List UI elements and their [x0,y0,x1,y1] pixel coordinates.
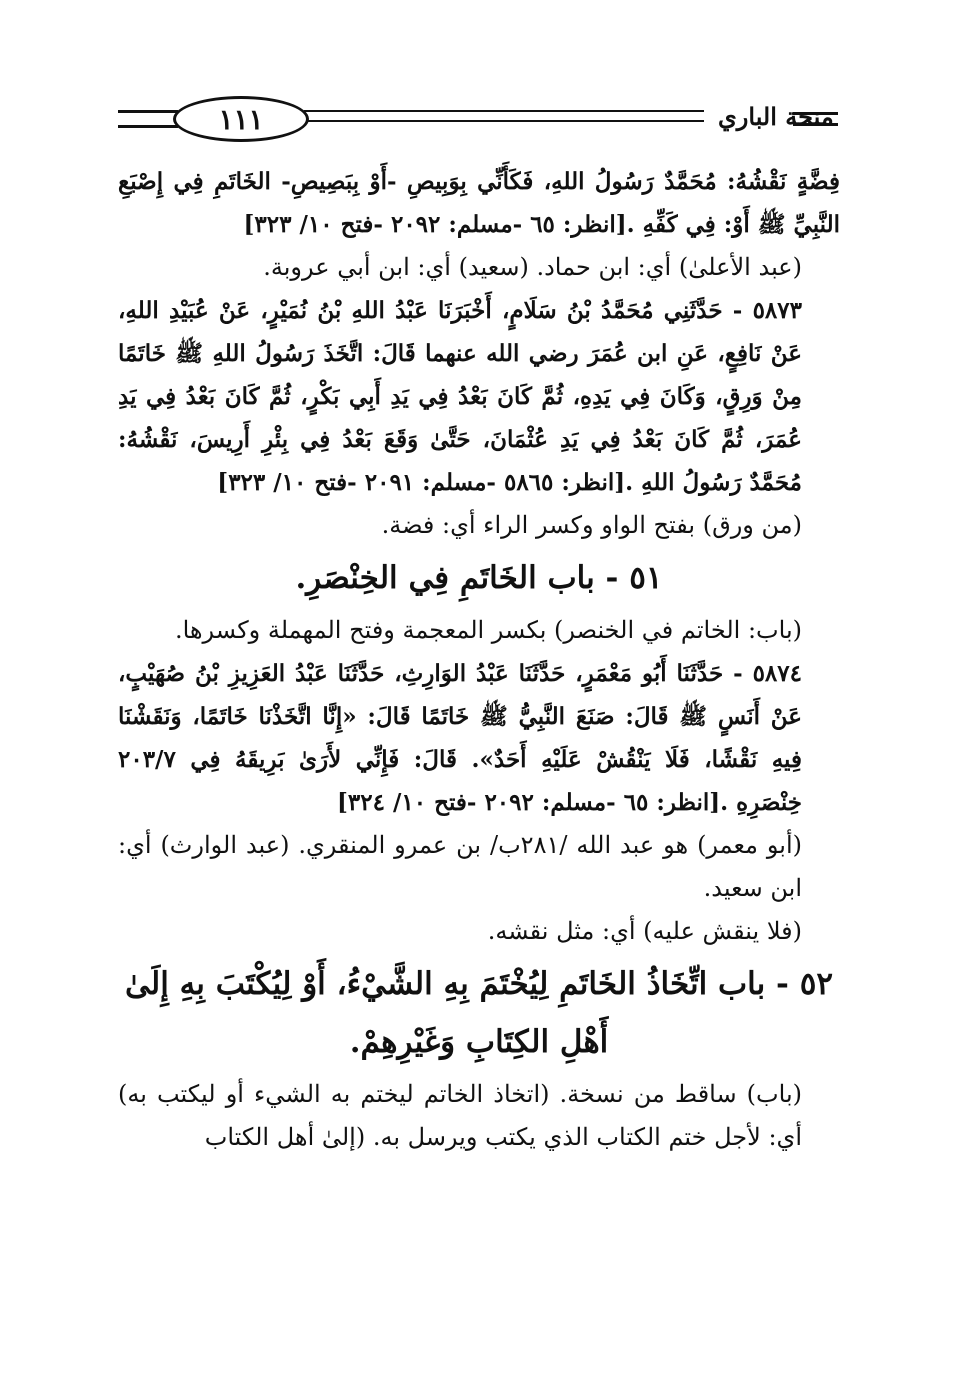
hadith-text: فِضَّةٍ نَقْشُهُ: مُحَمَّدٌ رَسُولُ اللهِ، فَكَأَنِّي بِوَبِيصِ -أَوْ بِبَصِيصِ- الخَاتَمِ فِي إِصْبَعِ النَّبِيِّ ﷺ أَوْ: فِي كَفِّهِ .[انظر: ٦٥ -مسلم: ٢٠٩٢ -فتح ١٠/ ٣٢٣] [118,168,840,238]
header-rule-middle [304,110,704,122]
header-rule-right [793,112,838,126]
chapter-heading: ٥٢ - باب اتِّخَاذُ الخَاتَمِ لِيُخْتَمَ بِهِ الشَّيْءُ، أَوْ لِيُكْتَبَ بِهِ إِلَىٰ أَهْلِ الكِتَابِ وَغَيْرِهِمْ. [124,966,834,1060]
page-header [118,92,838,148]
commentary-text: (من ورق) بفتح الواو وكسر الراء أي: فضة. [381,511,802,539]
chapter-heading: ٥١ - باب الخَاتَمِ فِي الخِنْصَرِ. [295,560,663,596]
commentary-text: (باب: الخاتم في الخنصر) بكسر المعجمة وفتح المهملة وكسرها. [174,616,802,644]
header-rule-left [118,110,178,128]
page-body [118,160,840,1159]
hadith-text: ٥٨٧٤ - حَدَّثَنَا أَبُو مَعْمَرٍ، حَدَّثَنَا عَبْدُ الوَارِثِ، حَدَّثَنَا عَبْدُ العَزِيزِ بْنُ صُهَيْبٍ، عَنْ أَنَسٍ ﷺ قَالَ: صَنَعَ النَّبِيُّ ﷺ خَاتَمًا قَالَ: «إِنَّا اتَّخَذْنَا خَاتَمًا، وَنَقَشْنَا فِيهِ نَقْشًا، فَلَا يَنْقُشْ عَلَيْهِ أَحَدٌ». قَالَ: فَإِنِّي لأَرَىٰ بَرِيقَهُ فِي ٢٠٣/٧ خِنْصَرِهِ .[انظر: ٦٥ -مسلم: ٢٠٩٢ -فتح ١٠/ ٣٢٤] [118,660,802,816]
commentary-text: (فلا ينقش عليه) أي: مثل نقشه. [487,917,802,945]
page-number: ١١١ [173,96,309,142]
book-title: منحة الباري [718,102,834,131]
commentary-text: (أبو معمر) هو عبد الله /٢٨١ب/ بن عمرو المنقري. (عبد الوارث) أي: ابن سعيد. [118,831,803,902]
commentary-text: (باب) ساقط من نسخة. (اتخاذ الخاتم ليختم به الشيء أو ليكتب به) أي: لأجل ختم الكتاب الذي يكتب ويرسل به. (إلىٰ أهل الكتاب [118,1080,802,1151]
commentary-text: (عبد الأعلىٰ) أي: ابن حماد. (سعيد) أي: ابن أبي عروبة. [263,253,802,281]
hadith-text: ٥٨٧٣ - حَدَّثَنِي مُحَمَّدُ بْنُ سَلَامٍ، أَخْبَرَنَا عَبْدُ اللهِ بْنُ نُمَيْرٍ، عَنْ عُبَيْدِ اللهِ، عَنْ نَافِعٍ، عَنِ ابن عُمَرَ رضي الله عنهما قَالَ: اتَّخَذَ رَسُولُ اللهِ ﷺ خَاتَمًا مِنْ وَرِقٍ، وَكَانَ فِي يَدِهِ، ثُمَّ كَانَ بَعْدُ فِي يَدِ أَبِي بَكْرٍ، ثُمَّ كَانَ بَعْدُ فِي يَدِ عُمَرَ، ثُمَّ كَانَ بَعْدُ فِي يَدِ عُثْمَانَ، حَتَّىٰ وَقَعَ بَعْدُ فِي بِئْرِ أَرِيسَ، نَقْشُهُ: مُحَمَّدٌ رَسُولُ اللهِ .[انظر: ٥٨٦٥ -مسلم: ٢٠٩١ -فتح ١٠/ ٣٢٣] [118,297,802,496]
